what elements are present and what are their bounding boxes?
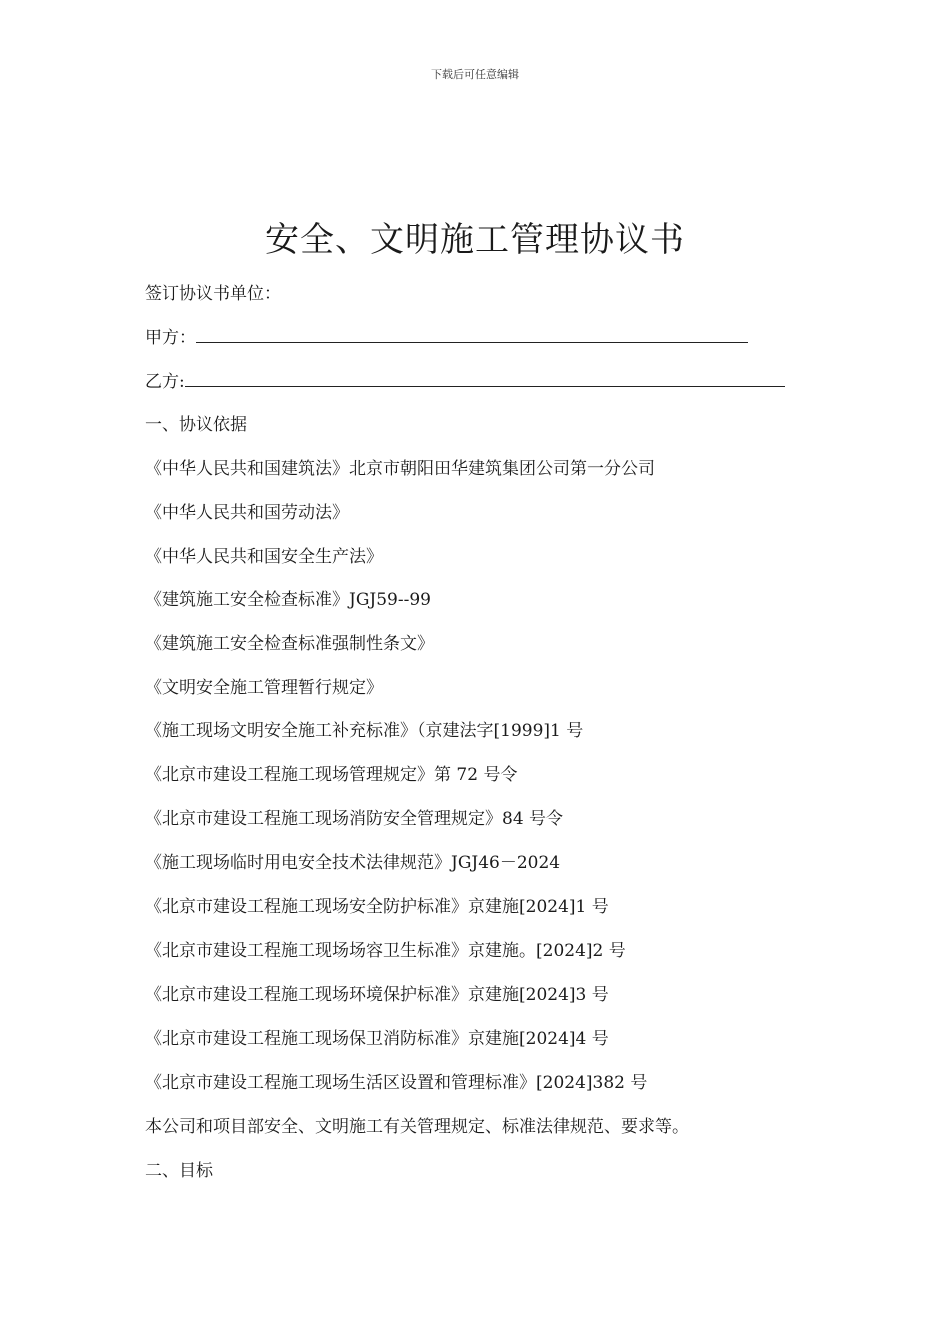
- section1-heading: 一、协议依据: [145, 415, 247, 435]
- basis-item: 《建筑施工安全检查标准》JGJ59--99: [145, 590, 431, 610]
- party-a-row: [145, 325, 748, 350]
- document-title: 安全、文明施工管理协议书: [265, 220, 685, 260]
- party-b-fill-line[interactable]: [185, 369, 785, 387]
- signing-units-label: 签订协议书单位：: [145, 284, 281, 304]
- basis-item: 《北京市建设工程施工现场环境保护标准》京建施[2024]3 号: [145, 985, 609, 1005]
- party-a-label: 甲方：: [145, 328, 196, 348]
- basis-item: 《北京市建设工程施工现场保卫消防标准》京建施[2024]4 号: [145, 1029, 609, 1049]
- party-b-label: 乙方:: [145, 372, 185, 392]
- basis-item: 《建筑施工安全检查标准强制性条文》: [145, 634, 434, 654]
- header-note: 下载后可任意编辑: [431, 68, 519, 81]
- basis-item: 《施工现场临时用电安全技术法律规范》JGJ46－2024: [145, 853, 561, 873]
- party-a-fill-line[interactable]: [196, 325, 748, 343]
- basis-item: 《北京市建设工程施工现场管理规定》第 72 号令: [145, 765, 518, 785]
- basis-item: 《中华人民共和国建筑法》北京市朝阳田华建筑集团公司第一分公司: [145, 459, 655, 479]
- basis-item: 《北京市建设工程施工现场安全防护标准》京建施[2024]1 号: [145, 897, 609, 917]
- basis-item: 本公司和项目部安全、文明施工有关管理规定、标准法律规范、要求等。: [145, 1117, 689, 1137]
- basis-item: 《中华人民共和国劳动法》: [145, 503, 349, 523]
- basis-item: 《北京市建设工程施工现场消防安全管理规定》84 号令: [145, 809, 564, 829]
- basis-item: 《文明安全施工管理暂行规定》: [145, 678, 383, 698]
- basis-item: 《中华人民共和国安全生产法》: [145, 547, 383, 567]
- basis-item: 《北京市建设工程施工现场生活区设置和管理标准》[2024]382 号: [145, 1073, 648, 1093]
- party-b-row: [145, 369, 785, 394]
- basis-item: 《施工现场文明安全施工补充标准》（京建法字[1999]1 号: [145, 721, 584, 741]
- section2-heading: 二、目标: [145, 1161, 213, 1181]
- basis-item: 《北京市建设工程施工现场场容卫生标准》京建施。[2024]2 号: [145, 941, 626, 961]
